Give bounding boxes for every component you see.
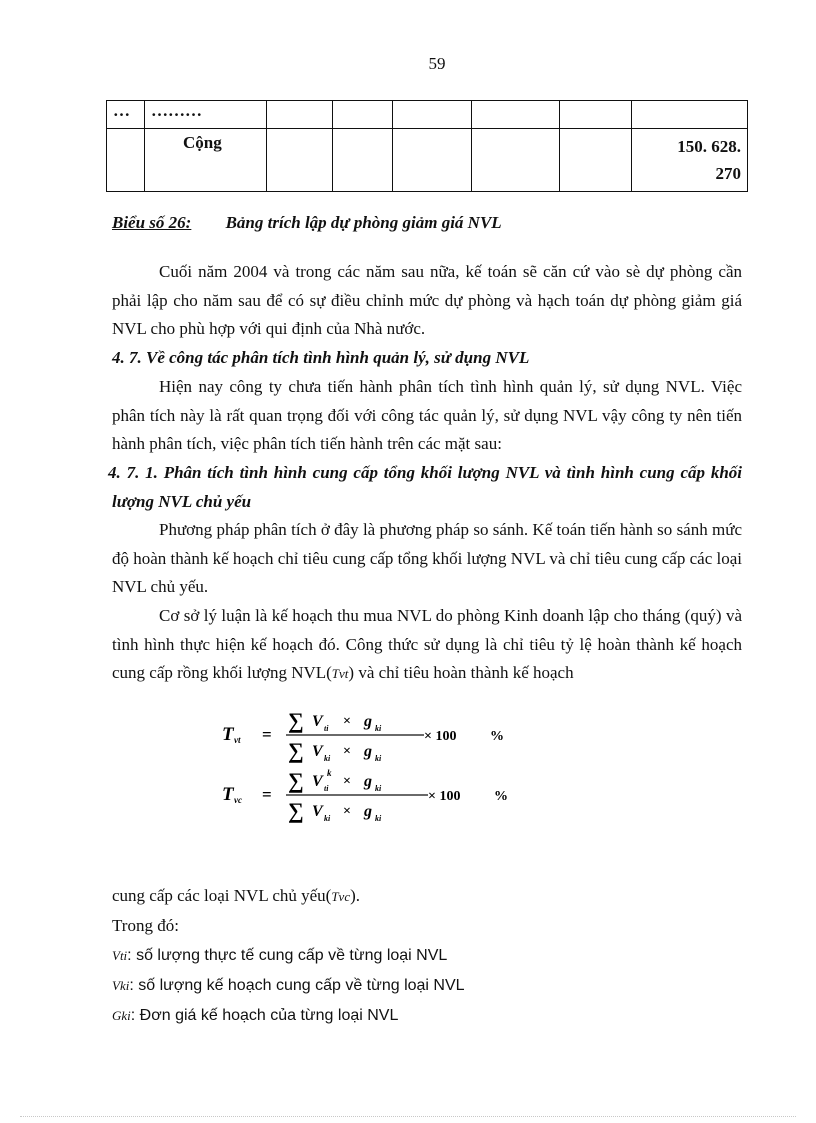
table-cell xyxy=(472,129,560,192)
formula-block xyxy=(218,706,538,834)
formula1-g-den: g xyxy=(364,743,372,760)
definition-text: : số lượng kế hoạch cung cấp về từng loại NVL xyxy=(129,977,465,994)
formula1-percent: % xyxy=(490,729,504,744)
formula2-g-den-sub: ki xyxy=(375,814,382,823)
formula-svg xyxy=(218,706,538,834)
formula2-percent: % xyxy=(494,789,508,804)
formula2-equals: = xyxy=(262,785,272,804)
definition-item xyxy=(112,970,465,1000)
caption-title: Bảng trích lập dự phòng giảm giá NVL xyxy=(225,213,502,232)
formula2-v-num: V xyxy=(312,773,323,790)
after-formula-text: cung cấp các loại NVL chủ yếu( xyxy=(112,886,332,905)
table-cell xyxy=(332,129,392,192)
table-cell xyxy=(332,101,392,129)
formula2-lhs: T xyxy=(222,784,234,805)
table-cell xyxy=(560,101,632,129)
page-footer-divider xyxy=(20,1116,796,1117)
table-cell xyxy=(560,129,632,192)
formula1-times-den: × xyxy=(343,744,351,759)
symbol-tvc: Tvc xyxy=(331,889,351,904)
table-cell xyxy=(392,129,472,192)
table-cell xyxy=(472,101,560,129)
table-row-total xyxy=(107,129,748,192)
definition-item xyxy=(112,1000,465,1030)
after-formula-line xyxy=(112,881,465,911)
formula1-lhs: T xyxy=(222,724,234,745)
formula1-v-num-sub: ti xyxy=(324,724,329,733)
table-cell xyxy=(266,101,332,129)
formula1-v-den: V xyxy=(312,743,323,760)
caption-label: Biểu số 26: xyxy=(112,213,192,232)
table-cell xyxy=(266,129,332,192)
formula1-g-num-sub: ki xyxy=(375,724,382,733)
basis-text: Cơ sở lý luận là kế hoạch thu mua NVL do phòng Kinh doanh lập cho tháng (quý) và tình hình thực hiện kế hoạch đó. Công thức sử dụng là chỉ tiêu tỷ lệ hoàn thành kế hoạch cung cấp rồng khối lượng NVL( xyxy=(112,606,742,682)
page-number: 59 xyxy=(428,54,446,73)
formula1-times-num: × xyxy=(343,714,351,729)
summary-table xyxy=(106,100,748,192)
definition-text: : số lượng thực tế cung cấp về từng loại NVL xyxy=(127,947,448,964)
formula1-sum-num: ∑ xyxy=(288,708,304,733)
formula1-v-den-sub: ki xyxy=(324,754,331,763)
formula1-g-num: g xyxy=(364,713,372,730)
heading-4-7: 4. 7. Về công tác phân tích tình hình quản lý, sử dụng NVL xyxy=(112,348,530,367)
formula2-hundred: × 100 xyxy=(428,789,461,804)
basis-text-end: ) và chỉ tiêu hoàn thành kế hoạch xyxy=(348,663,574,682)
formula2-v-num-sup: k xyxy=(327,768,332,778)
formula2-times-den: × xyxy=(343,804,351,819)
total-label: Cộng xyxy=(144,129,266,192)
formula2-g-num-sub: ki xyxy=(375,784,382,793)
definitions-block xyxy=(112,881,465,1030)
table-cell xyxy=(632,101,748,129)
formula2-v-den: V xyxy=(312,803,323,820)
symbol-tvt: Tvt xyxy=(331,666,349,681)
formula1-g-den-sub: ki xyxy=(375,754,382,763)
paragraph-4-7: Hiện nay công ty chưa tiến hành phân tích tình hình quản lý, sử dụng NVL. Việc phân tích này là rất quan trọng đối với công tác quản lý, sử dụng NVL vậy công ty nên tiến hành phân tích, việc phân tích tiến hành trên các mặt sau: xyxy=(112,377,742,453)
table-cell: ……… xyxy=(144,101,266,129)
formula1-sum-den: ∑ xyxy=(288,738,304,763)
formula2-v-den-sub: ki xyxy=(324,814,331,823)
formula2-lhs-sub: vc xyxy=(234,795,242,805)
formula1-equals: = xyxy=(262,725,272,744)
definition-symbol: Vki xyxy=(112,978,130,993)
formula1-hundred: × 100 xyxy=(424,729,457,744)
total-value-line1: 150. 628. xyxy=(677,137,741,156)
formula2-g-den: g xyxy=(364,803,372,820)
formula2-v-num-sub: ti xyxy=(324,784,329,793)
table-row xyxy=(107,101,748,129)
definition-symbol: Vti xyxy=(112,948,128,963)
total-value xyxy=(632,129,748,192)
formula2-times-num: × xyxy=(343,774,351,789)
definition-item xyxy=(112,940,465,970)
table-cell xyxy=(107,129,145,192)
paragraph-provision: Cuối năm 2004 và trong các năm sau nữa, kế toán sẽ căn cứ vào sè dự phòng cần phải lập cho năm sau để có sự điều chỉnh mức dự phòng và hạch toán dự phòng giảm giá NVL cho phù hợp với qui định của Nhà nước. xyxy=(112,262,742,338)
formula2-sum-num: ∑ xyxy=(288,768,304,793)
formula1-v-num: V xyxy=(312,713,323,730)
paragraph-method: Phương pháp phân tích ở đây là phương pháp so sánh. Kế toán tiến hành so sánh mức độ hoàn thành kế hoạch chỉ tiêu cung cấp tổng khối lượng NVL và chỉ tiêu cung cấp các loại NVL chủ yếu. xyxy=(112,520,742,596)
definition-symbol: Gki xyxy=(112,1008,131,1023)
where-label: Trong đó: xyxy=(112,916,179,935)
definition-text: : Đơn giá kế hoạch của từng loại NVL xyxy=(130,1007,399,1024)
after-formula-end: ). xyxy=(350,886,361,905)
table-caption xyxy=(112,213,502,233)
formula2-g-num: g xyxy=(364,773,372,790)
paragraph-basis xyxy=(112,602,742,689)
heading-4-7-1: 4. 7. 1. Phân tích tình hình cung cấp tổng khối lượng NVL và tình hình cung cấp khối lượng NVL chủ yếu xyxy=(108,463,742,511)
table-cell: … xyxy=(107,101,145,129)
formula1-lhs-sub: vt xyxy=(234,735,241,745)
formula2-sum-den: ∑ xyxy=(288,798,304,823)
table-cell xyxy=(392,101,472,129)
total-value-line2: 270 xyxy=(715,164,741,183)
